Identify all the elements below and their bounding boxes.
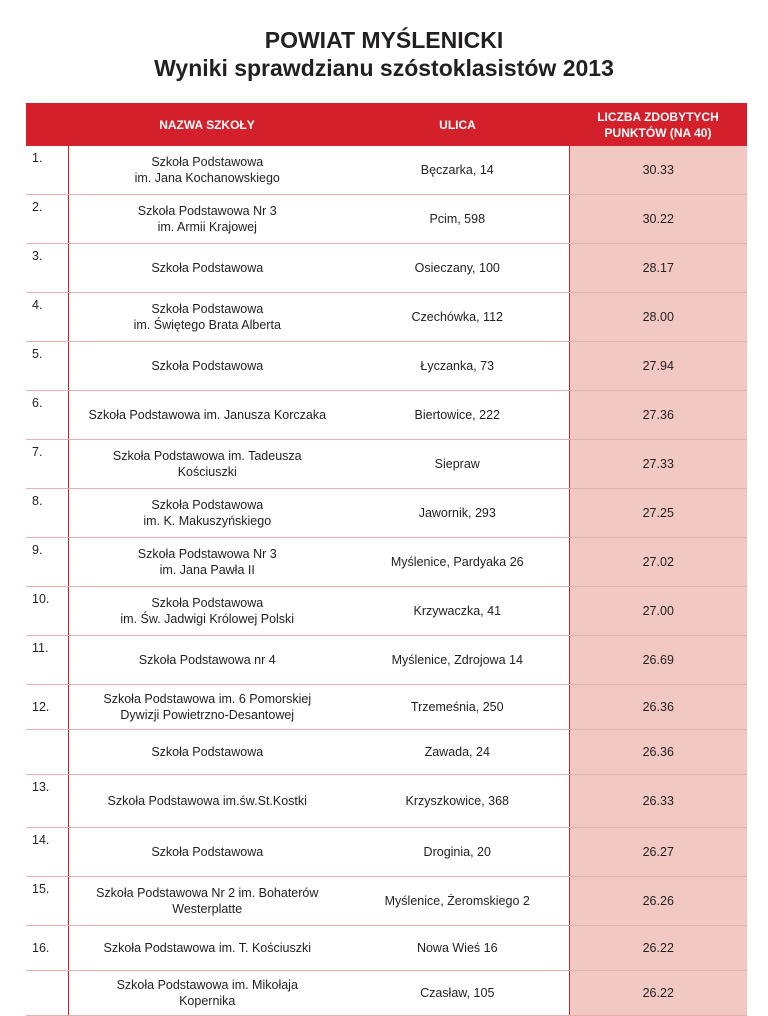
table-row xyxy=(26,195,747,244)
street-cell: Nowa Wieś 16 xyxy=(346,926,569,971)
score-cell: 28.17 xyxy=(569,244,747,293)
table-body xyxy=(26,146,747,1016)
score-cell: 26.26 xyxy=(569,877,747,926)
street-cell: Droginia, 20 xyxy=(346,828,569,877)
school-name-line1: Szkoła Podstawowa xyxy=(151,745,264,759)
row-number: 14. xyxy=(26,828,68,877)
row-number: 7. xyxy=(26,440,68,489)
table-row xyxy=(26,730,747,775)
page-subtitle: Wyniki sprawdzianu szóstoklasistów 2013 xyxy=(154,55,614,81)
table-row xyxy=(26,877,747,926)
row-number: 8. xyxy=(26,489,68,538)
header-score-line2: PUNKTÓW (NA 40) xyxy=(604,125,712,140)
school-name-cell xyxy=(68,195,346,244)
table-row xyxy=(26,489,747,538)
school-name-cell xyxy=(68,391,346,440)
score-cell: 27.25 xyxy=(569,489,747,538)
row-number: 1. xyxy=(26,146,68,195)
row-number: 5. xyxy=(26,342,68,391)
row-number: 13. xyxy=(26,775,68,828)
score-cell: 27.94 xyxy=(569,342,747,391)
street-cell: Czechówka, 112 xyxy=(346,293,569,342)
school-name-line1: Szkoła Podstawowa im. Janusza Korczaka xyxy=(88,408,327,422)
school-name-cell xyxy=(68,775,346,828)
school-name-line2: Kopernika xyxy=(179,994,236,1008)
school-name-cell xyxy=(68,587,346,636)
table-row xyxy=(26,587,747,636)
table-row xyxy=(26,391,747,440)
street-cell: Pcim, 598 xyxy=(346,195,569,244)
school-name-cell xyxy=(68,342,346,391)
row-number: 11. xyxy=(26,636,68,685)
school-name-cell xyxy=(68,244,346,293)
table-row xyxy=(26,293,747,342)
score-cell: 26.22 xyxy=(569,926,747,971)
street-cell: Osieczany, 100 xyxy=(346,244,569,293)
school-name-line2: Kościuszki xyxy=(177,465,237,479)
school-name-line1: Szkoła Podstawowa Nr 2 im. Bohaterów xyxy=(96,886,319,900)
school-name-cell xyxy=(68,971,346,1016)
school-name-cell xyxy=(68,636,346,685)
street-cell: Krzywaczka, 41 xyxy=(346,587,569,636)
school-name-line2: im. Świętego Brata Alberta xyxy=(133,318,281,332)
school-name-cell xyxy=(68,146,346,195)
table-header-row xyxy=(26,103,747,146)
score-cell: 26.22 xyxy=(569,971,747,1016)
school-name-line2: im. Jana Pawła II xyxy=(159,563,255,577)
row-number xyxy=(26,730,68,775)
school-name-line1: Szkoła Podstawowa im. Tadeusza xyxy=(112,449,302,463)
score-cell: 27.33 xyxy=(569,440,747,489)
table-row xyxy=(26,146,747,195)
table-row xyxy=(26,971,747,1016)
row-number: 2. xyxy=(26,195,68,244)
street-cell: Bęczarka, 14 xyxy=(346,146,569,195)
page-title: POWIAT MYŚLENICKI xyxy=(264,27,504,53)
school-name-line1: Szkoła Podstawowa xyxy=(151,596,264,610)
score-cell: 30.22 xyxy=(569,195,747,244)
school-name-cell xyxy=(68,538,346,587)
school-name-line1: Szkoła Podstawowa im. Mikołaja xyxy=(116,978,298,992)
school-name-line2: im. K. Makuszyńskiego xyxy=(143,514,272,528)
table-row xyxy=(26,775,747,828)
score-cell: 26.33 xyxy=(569,775,747,828)
row-number: 3. xyxy=(26,244,68,293)
row-number xyxy=(26,971,68,1016)
table-row xyxy=(26,828,747,877)
street-cell: Krzyszkowice, 368 xyxy=(346,775,569,828)
school-name-cell xyxy=(68,489,346,538)
school-name-line1: Szkoła Podstawowa xyxy=(151,498,264,512)
school-name-line2: im. Św. Jadwigi Królowej Polski xyxy=(120,612,295,626)
row-number: 15. xyxy=(26,877,68,926)
school-name-line1: Szkoła Podstawowa xyxy=(151,359,264,373)
street-cell: Łyczanka, 73 xyxy=(346,342,569,391)
street-cell: Czasław, 105 xyxy=(346,971,569,1016)
school-name-line2: im. Armii Krajowej xyxy=(157,220,257,234)
street-cell: Myślenice, Pardyaka 26 xyxy=(346,538,569,587)
score-cell: 30.33 xyxy=(569,146,747,195)
header-score xyxy=(569,103,747,146)
school-name-line2: im. Jana Kochanowskiego xyxy=(134,171,280,185)
school-name-line1: Szkoła Podstawowa xyxy=(151,261,264,275)
header-street: ULICA xyxy=(346,103,569,146)
school-name-line1: Szkoła Podstawowa nr 4 xyxy=(138,653,276,667)
row-number: 6. xyxy=(26,391,68,440)
header-school: NAZWA SZKOŁY xyxy=(68,103,346,146)
school-name-cell xyxy=(68,877,346,926)
row-number: 12. xyxy=(26,685,68,730)
table-row xyxy=(26,685,747,730)
street-cell: Myślenice, Żeromskiego 2 xyxy=(346,877,569,926)
results-table xyxy=(26,103,747,1016)
street-cell: Siepraw xyxy=(346,440,569,489)
school-name-cell xyxy=(68,828,346,877)
row-number: 10. xyxy=(26,587,68,636)
table-row xyxy=(26,538,747,587)
score-cell: 27.00 xyxy=(569,587,747,636)
school-name-line1: Szkoła Podstawowa xyxy=(151,845,264,859)
row-number: 16. xyxy=(26,926,68,971)
school-name-cell xyxy=(68,730,346,775)
school-name-line1: Szkoła Podstawowa Nr 3 xyxy=(137,547,277,561)
street-cell: Trzemeśnia, 250 xyxy=(346,685,569,730)
table-row xyxy=(26,440,747,489)
row-number: 4. xyxy=(26,293,68,342)
street-cell: Jawornik, 293 xyxy=(346,489,569,538)
score-cell: 26.27 xyxy=(569,828,747,877)
table-row xyxy=(26,926,747,971)
title-block xyxy=(0,26,768,82)
table-row xyxy=(26,342,747,391)
school-name-cell xyxy=(68,926,346,971)
school-name-line2: Dywizji Powietrzno-Desantowej xyxy=(120,708,295,722)
school-name-line1: Szkoła Podstawowa xyxy=(151,155,264,169)
school-name-line1: Szkoła Podstawowa im. 6 Pomorskiej xyxy=(103,692,312,706)
school-name-line1: Szkoła Podstawowa Nr 3 xyxy=(137,204,277,218)
school-name-line1: Szkoła Podstawowa im. T. Kościuszki xyxy=(103,941,311,955)
row-number: 9. xyxy=(26,538,68,587)
score-cell: 28.00 xyxy=(569,293,747,342)
school-name-cell xyxy=(68,440,346,489)
street-cell: Biertowice, 222 xyxy=(346,391,569,440)
school-name-line2: Westerplatte xyxy=(172,902,243,916)
score-cell: 26.69 xyxy=(569,636,747,685)
school-name-cell xyxy=(68,685,346,730)
table-row xyxy=(26,636,747,685)
header-number xyxy=(26,103,68,146)
street-cell: Zawada, 24 xyxy=(346,730,569,775)
school-name-line1: Szkoła Podstawowa xyxy=(151,302,264,316)
score-cell: 26.36 xyxy=(569,730,747,775)
score-cell: 27.02 xyxy=(569,538,747,587)
score-cell: 27.36 xyxy=(569,391,747,440)
table-row xyxy=(26,244,747,293)
school-name-cell xyxy=(68,293,346,342)
header-score-line1: LICZBA ZDOBYTYCH xyxy=(597,109,719,124)
score-cell: 26.36 xyxy=(569,685,747,730)
school-name-line1: Szkoła Podstawowa im.św.St.Kostki xyxy=(107,794,307,808)
street-cell: Myślenice, Zdrojowa 14 xyxy=(346,636,569,685)
